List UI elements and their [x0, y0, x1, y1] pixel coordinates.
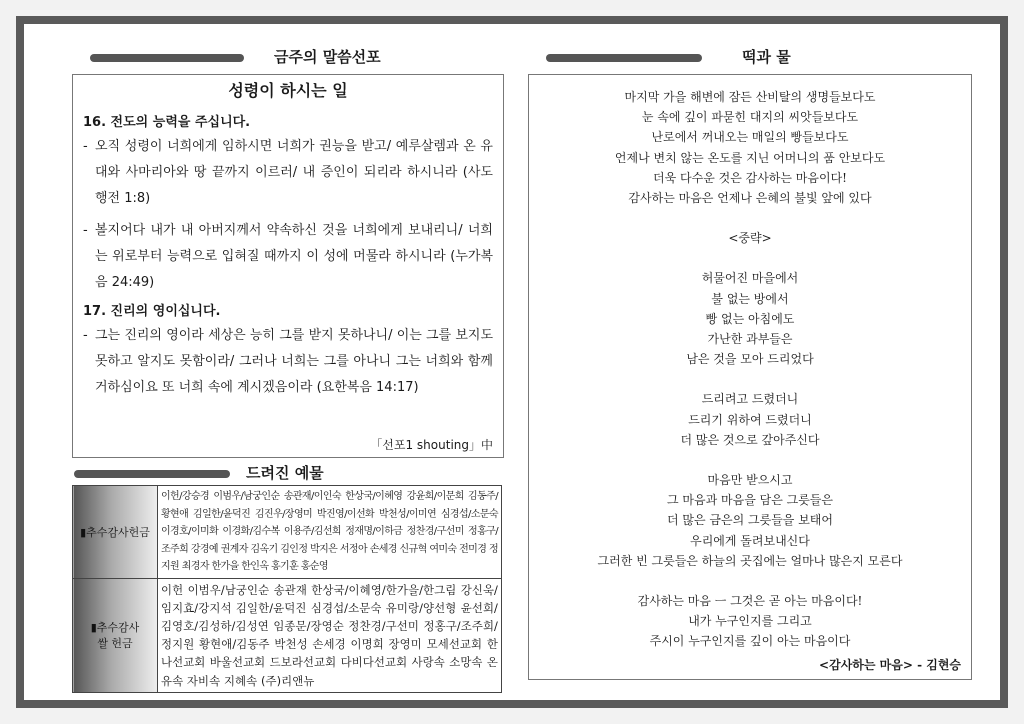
poem-line: 가난한 과부들은: [707, 332, 793, 347]
poem-line: 감사하는 마음은 언제나 은혜의 불빛 앞에 있다: [628, 191, 872, 206]
poem-line: 그 마음과 마음을 담은 그릇들은: [667, 493, 833, 508]
offering-row: [73, 578, 502, 692]
offering-table: [72, 485, 502, 693]
poem-line: 허물어진 마을에서: [701, 271, 799, 286]
offering-section-title: 드려진 예물: [246, 464, 324, 482]
poem-line: 마음만 받으시고: [707, 473, 793, 488]
verse: [83, 323, 493, 401]
verse: [83, 218, 493, 296]
offering-names: 이헌 이범우/남궁인순 송관재 한상국/이혜영/한가을/한그림 강신욱/임지효/강지석 김일한/윤덕진 심경섭/소문숙 유미랑/양선형 윤선희/김영호/김성하/김성연 임종문/장영순 정찬경/구선미 정홍구/조주희/정지원 황현애/김동주 박천성 손세경 이명희 장영미 모세선교회 한나선교회 바울선교회 드보라선교회 다비다선교회 사랑속 소망속 온유속 자비속 지혜속 (주)리앤뉴: [158, 578, 502, 692]
verse-dash: -: [83, 223, 88, 238]
poem-credit: <감사하는 마음> - 김현승: [819, 658, 961, 672]
offering-category: [73, 486, 158, 579]
verse-dash: -: [83, 139, 88, 154]
poem-line: <중략>: [728, 231, 772, 246]
poem-line: 드리기 위하여 드렸더니: [688, 412, 812, 427]
verse-text: 그는 진리의 영이라 세상은 능히 그를 받지 못하나니/ 이는 그를 보지도 못하고 알지도 못함이라/ 그러나 너희는 그를 아나니 그는 너희와 함께 거하심이요 또 너희 속에 계시겠음이라 (요한복음 14:17): [95, 328, 493, 395]
offering-category-label: ▮추수감사헌금: [80, 525, 150, 539]
poem-line: 난로에서 꺼내오는 매일의 빵들보다도: [651, 130, 849, 145]
poem-line: 그러한 빈 그릇들은 하늘의 곳집에는 얼마나 많은지 모른다: [597, 553, 903, 568]
bulletin-page: [16, 16, 1008, 708]
offering-category: [73, 578, 158, 692]
poem-box: [528, 74, 972, 680]
sermon-source: 「선포1 shouting」中: [370, 438, 493, 452]
header-bar: [74, 470, 230, 478]
point-heading: 16. 전도의 능력을 주십니다.: [83, 115, 251, 130]
poem-line: 눈 속에 깊이 파묻힌 대지의 씨앗들보다도: [641, 110, 859, 125]
verse-text: 볼지어다 내가 내 아버지께서 약속하신 것을 너희에게 보내리니/ 너희는 위로부터 능력으로 입혀질 때까지 이 성에 머물라 하시니라 (누가복음 24:49): [95, 223, 493, 290]
poem-line: 남은 것을 모아 드리었다: [686, 352, 814, 367]
offering-names: 이헌/강승경 이범우/남궁인순 송관재/이인숙 한상국/이혜영 강윤희/이문희 김동주/황현애 김일한/윤덕진 김진우/장영미 박진영/이선화 박천성/이미연 심경섭/소문숙 이경호/이미화 이경화/김수복 이용주/김선희 정재명/이하금 정찬경/구선미 정홍구/조주희 강경예 권계자 김옥기 김인정 박지은 서정아 손세경 신규혁 여미숙 전미경 정지원 최경자 한가을 한인옥 홍기훈 홍순영: [158, 486, 502, 579]
header-bar: [90, 54, 244, 62]
offering-row: [73, 486, 502, 579]
poem-line: 빵 없는 아침에도: [705, 311, 795, 326]
stanza-gap: [529, 450, 971, 470]
sermon-section-header: [90, 46, 430, 72]
offering-category-label: ▮추수감사 쌀 헌금: [90, 621, 140, 651]
header-bar: [546, 54, 702, 62]
poem-line: 주시이 누구인지를 깊이 아는 마음이다: [649, 634, 851, 649]
poem-line: 더 많은 금은의 그릇들을 보태어: [667, 513, 833, 528]
poem-section-title: 떡과 물: [742, 48, 791, 66]
poem-line: 더 많은 것으로 갚아주신다: [680, 432, 820, 447]
sermon-title: 성령이 하시는 일: [228, 81, 348, 100]
verse-text: 오직 성령이 너희에게 임하시면 너희가 권능을 받고/ 예루살렘과 온 유대와 사마리아와 땅 끝까지 이르러/ 내 증인이 되리라 하시니라 (사도행전 1:8): [95, 139, 493, 206]
point-heading: 17. 진리의 영이십니다.: [83, 304, 221, 319]
stanza-gap: [529, 208, 971, 228]
poem-section-header: [546, 46, 946, 72]
verse-dash: -: [83, 328, 88, 343]
poem-text: [529, 87, 971, 652]
poem-line: 언제나 변치 않는 온도를 지닌 어머니의 품 안보다도: [614, 150, 886, 165]
stanza-gap: [529, 369, 971, 389]
poem-line: 드리려고 드렸더니: [701, 392, 799, 407]
poem-line: 더욱 다수운 것은 감사하는 마음이다!: [653, 170, 847, 185]
poem-line: 내가 누구인지를 그리고: [688, 614, 812, 629]
verse: [83, 134, 493, 212]
poem-line: 우리에게 돌려보내신다: [690, 533, 810, 548]
poem-line: 감사하는 마음 ㅡ 그것은 곧 아는 마음이다!: [637, 594, 863, 609]
sermon-section-title: 금주의 말씀선포: [274, 48, 381, 66]
stanza-gap: [529, 248, 971, 268]
poem-line: 불 없는 방에서: [711, 291, 789, 306]
stanza-gap: [529, 571, 971, 591]
sermon-box: [72, 74, 504, 458]
poem-line: 마지막 가을 해변에 잠든 산비탈의 생명들보다도: [624, 90, 876, 104]
